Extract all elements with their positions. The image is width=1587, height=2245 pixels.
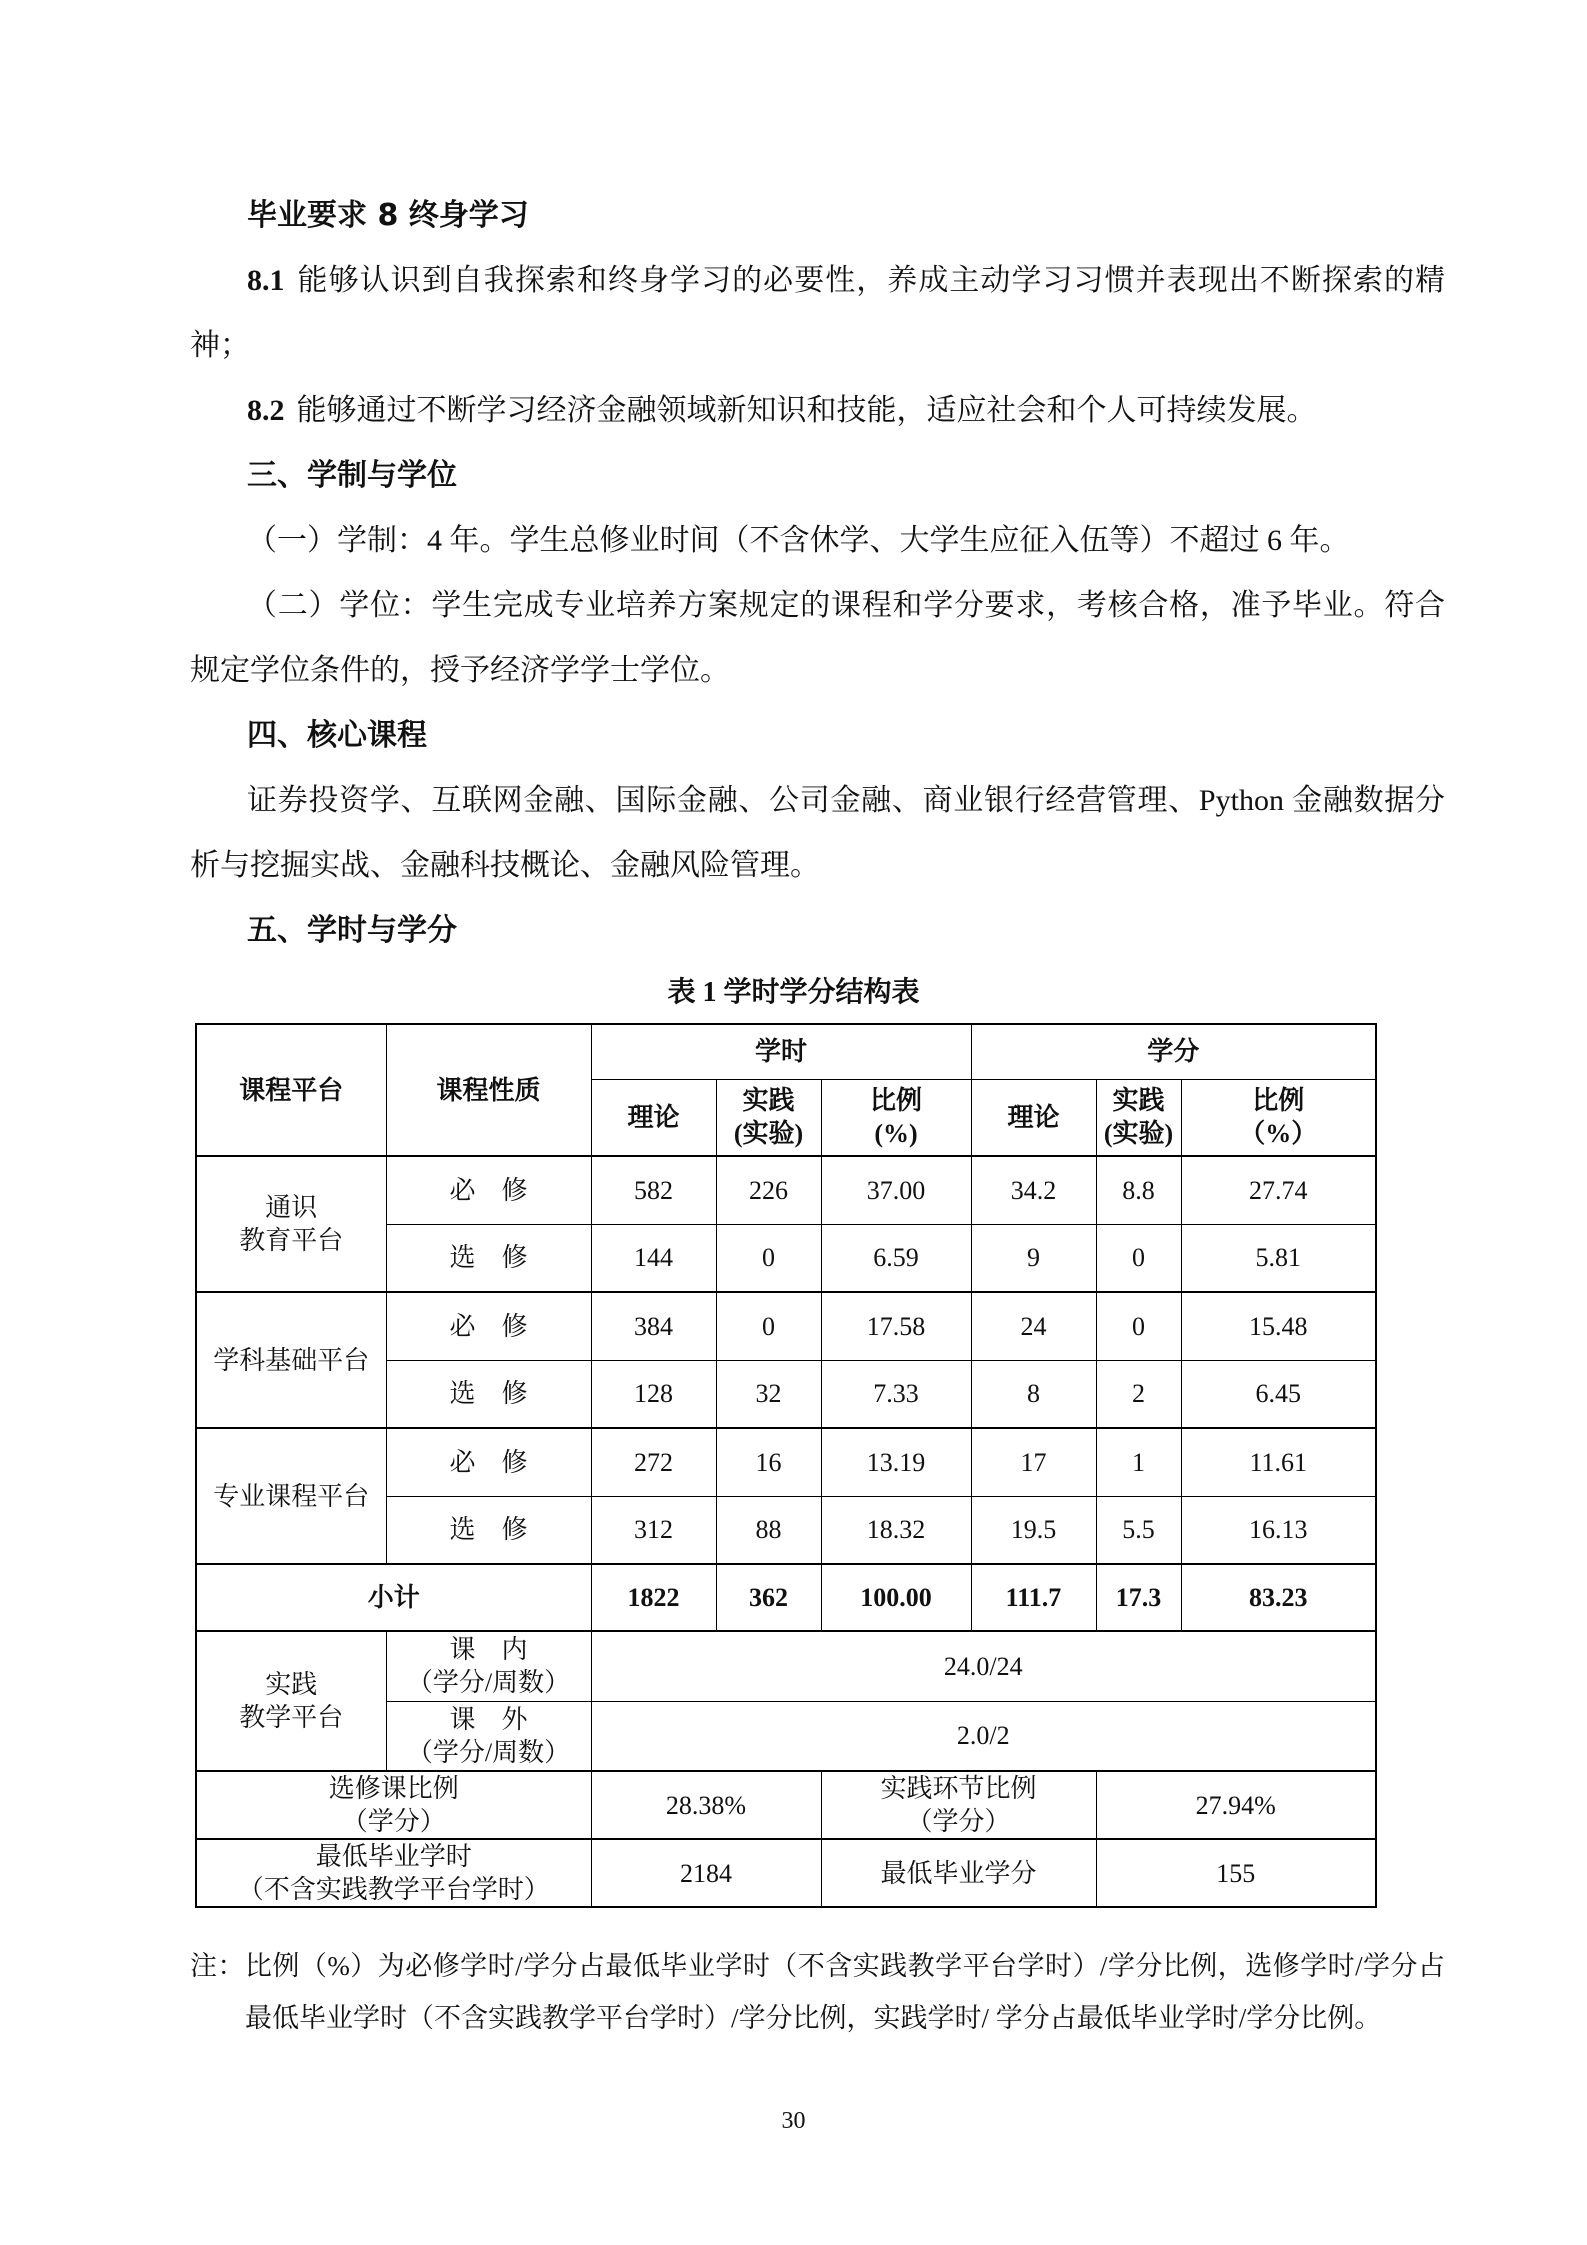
practice-inner-value: 24.0/24 <box>591 1631 1376 1701</box>
subtotal-label: 小计 <box>196 1564 591 1631</box>
subtotal-value: 111.7 <box>971 1564 1096 1631</box>
practice-inner-label <box>386 1631 591 1701</box>
credit-structure-table <box>195 1023 1377 1908</box>
header-credits-ratio <box>1181 1079 1376 1156</box>
subtotal-value: 1822 <box>591 1564 716 1631</box>
heading-section-5-hours-credits: 五、学时与学分 <box>247 913 457 948</box>
item-number-8-1: 8.1 <box>247 264 285 297</box>
header-credits-practice <box>1096 1079 1181 1156</box>
value-cell: 19.5 <box>971 1496 1096 1564</box>
value-cell: 27.74 <box>1181 1156 1376 1224</box>
header-nature: 课程性质 <box>386 1024 591 1156</box>
label-line: （学分） <box>341 1807 446 1836</box>
header-credits-theory: 理论 <box>971 1079 1096 1156</box>
header-line: (实验) <box>733 1119 804 1149</box>
value-cell: 34.2 <box>971 1156 1096 1224</box>
nature-cell: 必 修 <box>386 1156 591 1224</box>
value-cell: 5.81 <box>1181 1224 1376 1292</box>
value-cell: 32 <box>716 1360 821 1428</box>
label-line: （学分/周数） <box>406 1737 571 1767</box>
header-line: 比例 <box>1252 1086 1305 1116</box>
nature-cell: 必 修 <box>386 1292 591 1360</box>
label-line: （学分） <box>906 1807 1011 1836</box>
value-cell: 37.00 <box>821 1156 971 1224</box>
value-cell: 0 <box>716 1224 821 1292</box>
platform-line: 教学平台 <box>239 1703 344 1732</box>
nature-cell: 必 修 <box>386 1428 591 1496</box>
value-cell: 0 <box>716 1292 821 1360</box>
value-cell: 17 <box>971 1428 1096 1496</box>
value-cell: 312 <box>591 1496 716 1564</box>
elective-ratio-value: 28.38% <box>591 1771 821 1839</box>
value-cell: 144 <box>591 1224 716 1292</box>
header-line: (%) <box>874 1119 918 1149</box>
table-row-minimums <box>196 1839 1376 1907</box>
value-cell: 2 <box>1096 1360 1181 1428</box>
minimum-hours-label <box>196 1839 591 1907</box>
value-cell: 9 <box>971 1224 1096 1292</box>
platform-cell-discipline-foundation <box>196 1292 386 1428</box>
header-line: （%） <box>1239 1119 1318 1149</box>
paragraph-8-2-text: 能够通过不断学习经济金融领域新知识和技能，适应社会和个人可持续发展。 <box>296 394 1317 427</box>
table-caption: 表 1 学时学分结构表 <box>667 977 920 1008</box>
platform-line: 实践 <box>265 1670 318 1699</box>
value-cell: 272 <box>591 1428 716 1496</box>
value-cell: 8 <box>971 1360 1096 1428</box>
paragraph-degree: （二）学位：学生完成专业培养方案规定的课程和学分要求，考核合格，准予毕业。符合规定学位条件的，授予经济学学士学位。 <box>190 589 1445 687</box>
platform-cell-major-courses <box>196 1428 386 1564</box>
label-line: 实践环节比例 <box>880 1774 1037 1803</box>
value-cell: 8.8 <box>1096 1156 1181 1224</box>
table-header-row-1 <box>196 1024 1376 1079</box>
practice-outer-label <box>386 1701 591 1771</box>
table-row-practice-inner <box>196 1631 1376 1701</box>
table-row-discipline-required <box>196 1292 1376 1360</box>
platform-line: 通识 <box>265 1193 318 1222</box>
value-cell: 226 <box>716 1156 821 1224</box>
table-row-general-required <box>196 1156 1376 1224</box>
header-line: 实践 <box>742 1086 795 1116</box>
paragraph-core-courses: 证券投资学、互联网金融、国际金融、公司金融、商业银行经营管理、Python 金融数据分析与挖掘实战、金融科技概论、金融风险管理。 <box>190 784 1445 882</box>
paragraph-8-1-text: 能够认识到自我探索和终身学习的必要性，养成主动学习习惯并表现出不断探索的精神； <box>190 264 1445 362</box>
table-row-ratios <box>196 1771 1376 1839</box>
value-cell: 11.61 <box>1181 1428 1376 1496</box>
subtotal-value: 17.3 <box>1096 1564 1181 1631</box>
label-line: （不含实践教学平台学时） <box>237 1875 550 1904</box>
value-cell: 18.32 <box>821 1496 971 1564</box>
value-cell: 5.5 <box>1096 1496 1181 1564</box>
header-platform: 课程平台 <box>196 1024 386 1156</box>
value-cell: 1 <box>1096 1428 1181 1496</box>
value-cell: 0 <box>1096 1224 1181 1292</box>
header-hours-practice <box>716 1079 821 1156</box>
minimum-hours-value: 2184 <box>591 1839 821 1907</box>
minimum-credits-value: 155 <box>1096 1839 1376 1907</box>
nature-cell: 选 修 <box>386 1224 591 1292</box>
value-cell: 15.48 <box>1181 1292 1376 1360</box>
value-cell: 24 <box>971 1292 1096 1360</box>
header-credits-group: 学分 <box>971 1024 1376 1079</box>
heading-section-4-core-courses: 四、核心课程 <box>247 718 427 753</box>
header-hours-theory: 理论 <box>591 1079 716 1156</box>
value-cell: 582 <box>591 1156 716 1224</box>
header-hours-group: 学时 <box>591 1024 971 1079</box>
value-cell: 6.45 <box>1181 1360 1376 1428</box>
heading-section-3-duration-degree: 三、学制与学位 <box>247 458 457 493</box>
header-hours-ratio <box>821 1079 971 1156</box>
subtotal-value: 362 <box>716 1564 821 1631</box>
elective-ratio-label <box>196 1771 591 1839</box>
value-cell: 6.59 <box>821 1224 971 1292</box>
label-line: 课 内 <box>449 1635 528 1665</box>
value-cell: 384 <box>591 1292 716 1360</box>
platform-cell-general-education <box>196 1156 386 1292</box>
nature-cell: 选 修 <box>386 1360 591 1428</box>
nature-cell: 选 修 <box>386 1496 591 1564</box>
table-row-major-required <box>196 1428 1376 1496</box>
paragraph-8-1 <box>190 248 1445 378</box>
minimum-credits-label: 最低毕业学分 <box>821 1839 1096 1907</box>
label-line: （学分/周数） <box>406 1668 571 1698</box>
label-line: 选修课比例 <box>328 1774 459 1803</box>
value-cell: 13.19 <box>821 1428 971 1496</box>
value-cell: 88 <box>716 1496 821 1564</box>
table-row-subtotal <box>196 1564 1376 1631</box>
table-footnote: 注：比例（%）为必修学时/学分占最低毕业学时（不含实践教学平台学时）/学分比例，选修学时/学分占最低毕业学时（不含实践教学平台学时）/学分比例，实践学时/ 学分占最低毕业学时/学分比例。 <box>190 1951 1445 2033</box>
subtotal-value: 100.00 <box>821 1564 971 1631</box>
page-number: 30 <box>781 2108 806 2134</box>
platform-line: 专业课程平台 <box>213 1481 370 1511</box>
heading-graduation-requirement-8: 毕业要求 8 终身学习 <box>247 198 529 233</box>
practice-ratio-value: 27.94% <box>1096 1771 1376 1839</box>
value-cell: 16.13 <box>1181 1496 1376 1564</box>
subtotal-value: 83.23 <box>1181 1564 1376 1631</box>
value-cell: 16 <box>716 1428 821 1496</box>
header-line: 实践 <box>1112 1086 1165 1116</box>
label-line: 最低毕业学时 <box>315 1842 472 1871</box>
item-number-8-2: 8.2 <box>247 394 285 427</box>
label-line: 课 外 <box>449 1704 528 1734</box>
value-cell: 128 <box>591 1360 716 1428</box>
practice-ratio-label <box>821 1771 1096 1839</box>
platform-line: 学科基础平台 <box>213 1345 370 1375</box>
paragraph-8-2 <box>190 378 1445 443</box>
platform-cell-practice-teaching <box>196 1631 386 1771</box>
practice-outer-value: 2.0/2 <box>591 1701 1376 1771</box>
header-line: (实验) <box>1103 1119 1174 1149</box>
value-cell: 0 <box>1096 1292 1181 1360</box>
paragraph-duration: （一）学制：4 年。学生总修业时间（不含休学、大学生应征入伍等）不超过 6 年。 <box>247 524 1350 557</box>
value-cell: 7.33 <box>821 1360 971 1428</box>
platform-line: 教育平台 <box>239 1226 344 1255</box>
value-cell: 17.58 <box>821 1292 971 1360</box>
header-line: 比例 <box>869 1086 922 1116</box>
